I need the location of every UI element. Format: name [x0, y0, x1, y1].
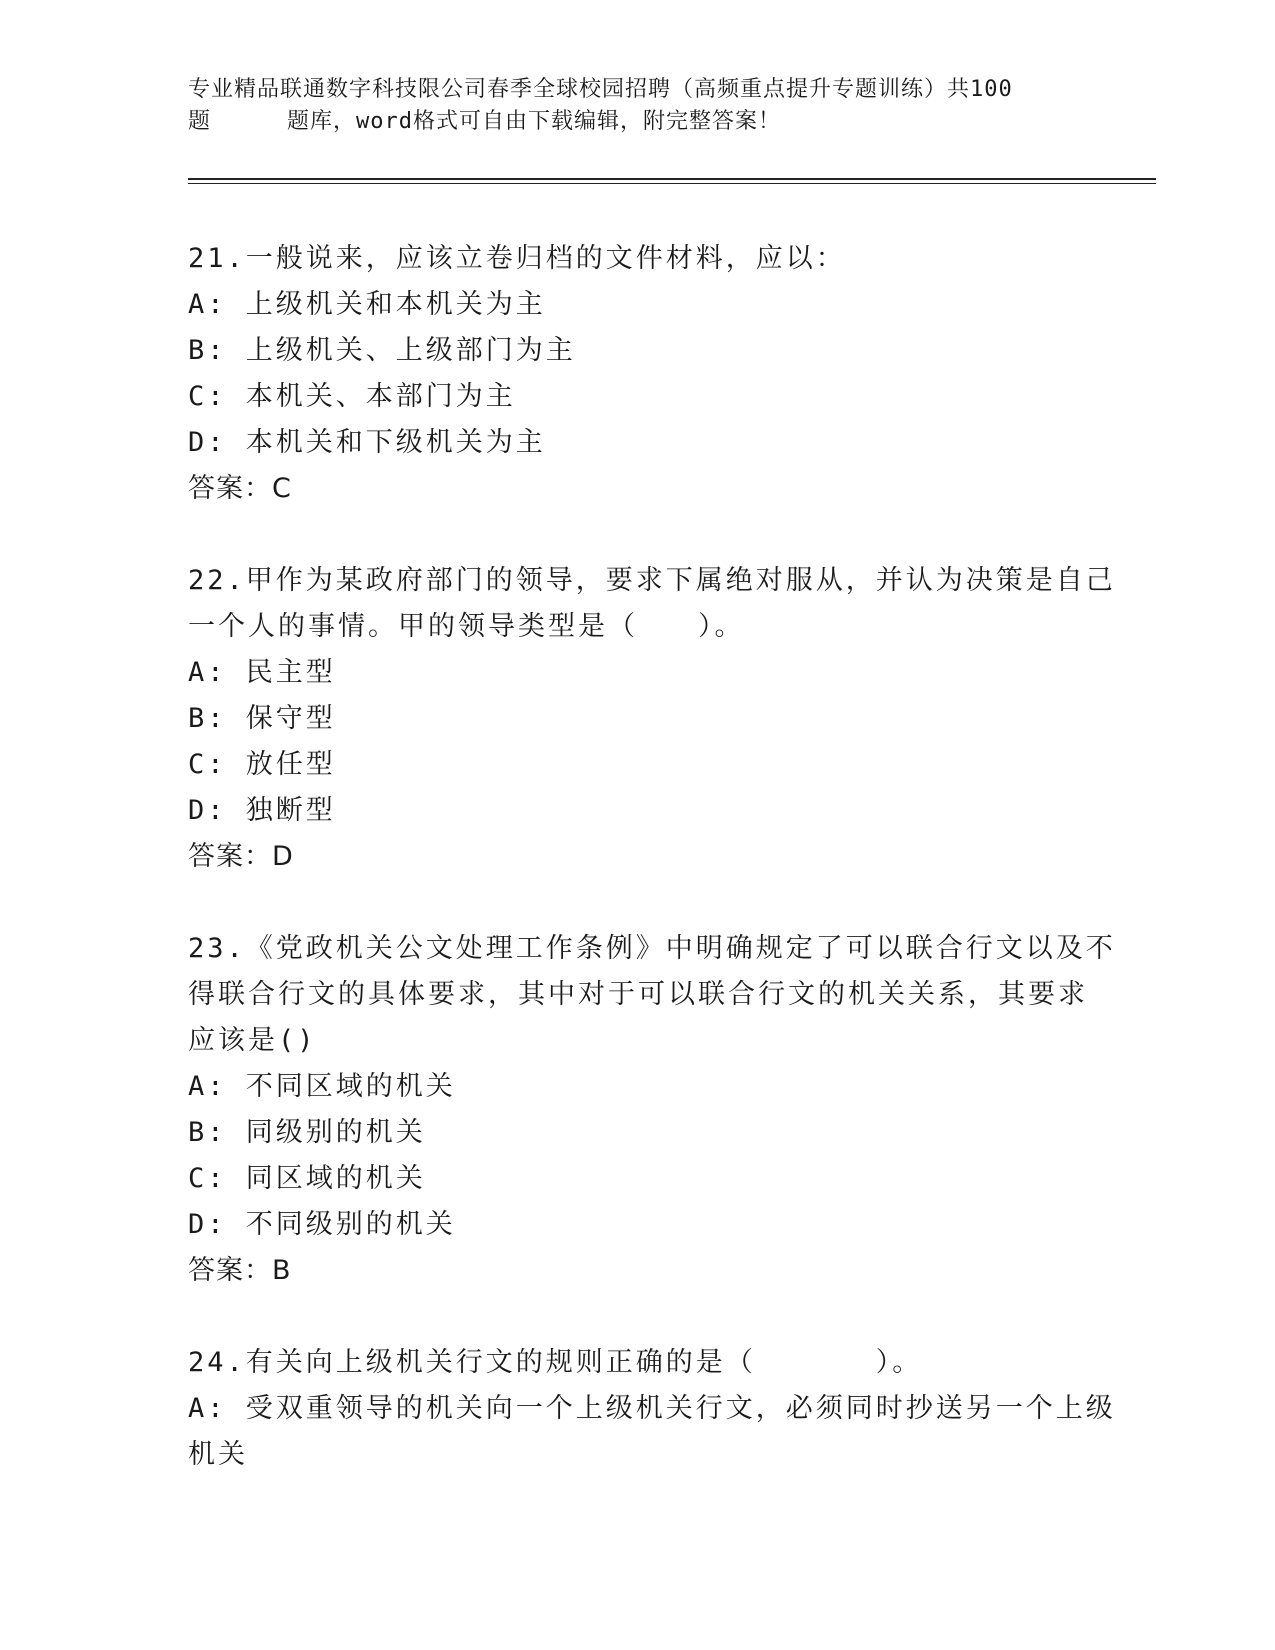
option-b: B: 保守型 [188, 703, 336, 734]
answer: 答案：B [188, 1255, 292, 1286]
option-c: C: 同区域的机关 [188, 1163, 426, 1194]
option-a: A: 上级机关和本机关为主 [188, 289, 546, 320]
header-divider-thin [188, 183, 1156, 184]
header-divider-thick [188, 178, 1156, 180]
question-stem: 一个人的事情。甲的领导类型是（ ）。 [188, 611, 745, 642]
answer: 答案：C [188, 473, 292, 504]
question-stem: 21.一般说来，应该立卷归档的文件材料，应以： [188, 243, 846, 274]
option-c: C: 本机关、本部门为主 [188, 381, 516, 412]
answer: 答案：D [188, 841, 294, 872]
question-22 [188, 558, 1116, 880]
option-a: A: 受双重领导的机关向一个上级机关行文，必须同时抄送另一个上级 [188, 1393, 1116, 1424]
question-stem: 22.甲作为某政府部门的领导，要求下属绝对服从，并认为决策是自己 [188, 565, 1116, 596]
question-23 [188, 926, 1116, 1294]
question-stem: 24.有关向上级机关行文的规则正确的是（ ）。 [188, 1347, 923, 1378]
question-stem: 得联合行文的具体要求，其中对于可以联合行文的机关关系，其要求 [188, 979, 1088, 1010]
option-d: D: 独断型 [188, 795, 336, 826]
question-list [188, 236, 1116, 1478]
document-header [188, 74, 1088, 138]
option-a: A: 民主型 [188, 657, 336, 688]
header-line-1: 专业精品联通数字科技限公司春季全球校园招聘（高频重点提升专题训练）共100 [188, 77, 1013, 102]
header-line-2 [188, 106, 1088, 138]
question-24 [188, 1340, 1116, 1478]
question-stem: 应该是() [188, 1025, 317, 1056]
option-b: B: 上级机关、上级部门为主 [188, 335, 576, 366]
option-d: D: 不同级别的机关 [188, 1209, 456, 1240]
option-b: B: 同级别的机关 [188, 1117, 426, 1148]
option-a: A: 不同区域的机关 [188, 1071, 456, 1102]
header-line-2-start: 题 [188, 109, 212, 134]
option-a-continued: 机关 [188, 1439, 248, 1470]
option-c: C: 放任型 [188, 749, 336, 780]
option-d: D: 本机关和下级机关为主 [188, 427, 546, 458]
question-21 [188, 236, 1088, 512]
header-line-2-rest: 题库，word格式可自由下载编辑，附完整答案！ [287, 109, 781, 134]
question-stem: 23.《党政机关公文处理工作条例》中明确规定了可以联合行文以及不 [188, 933, 1116, 964]
